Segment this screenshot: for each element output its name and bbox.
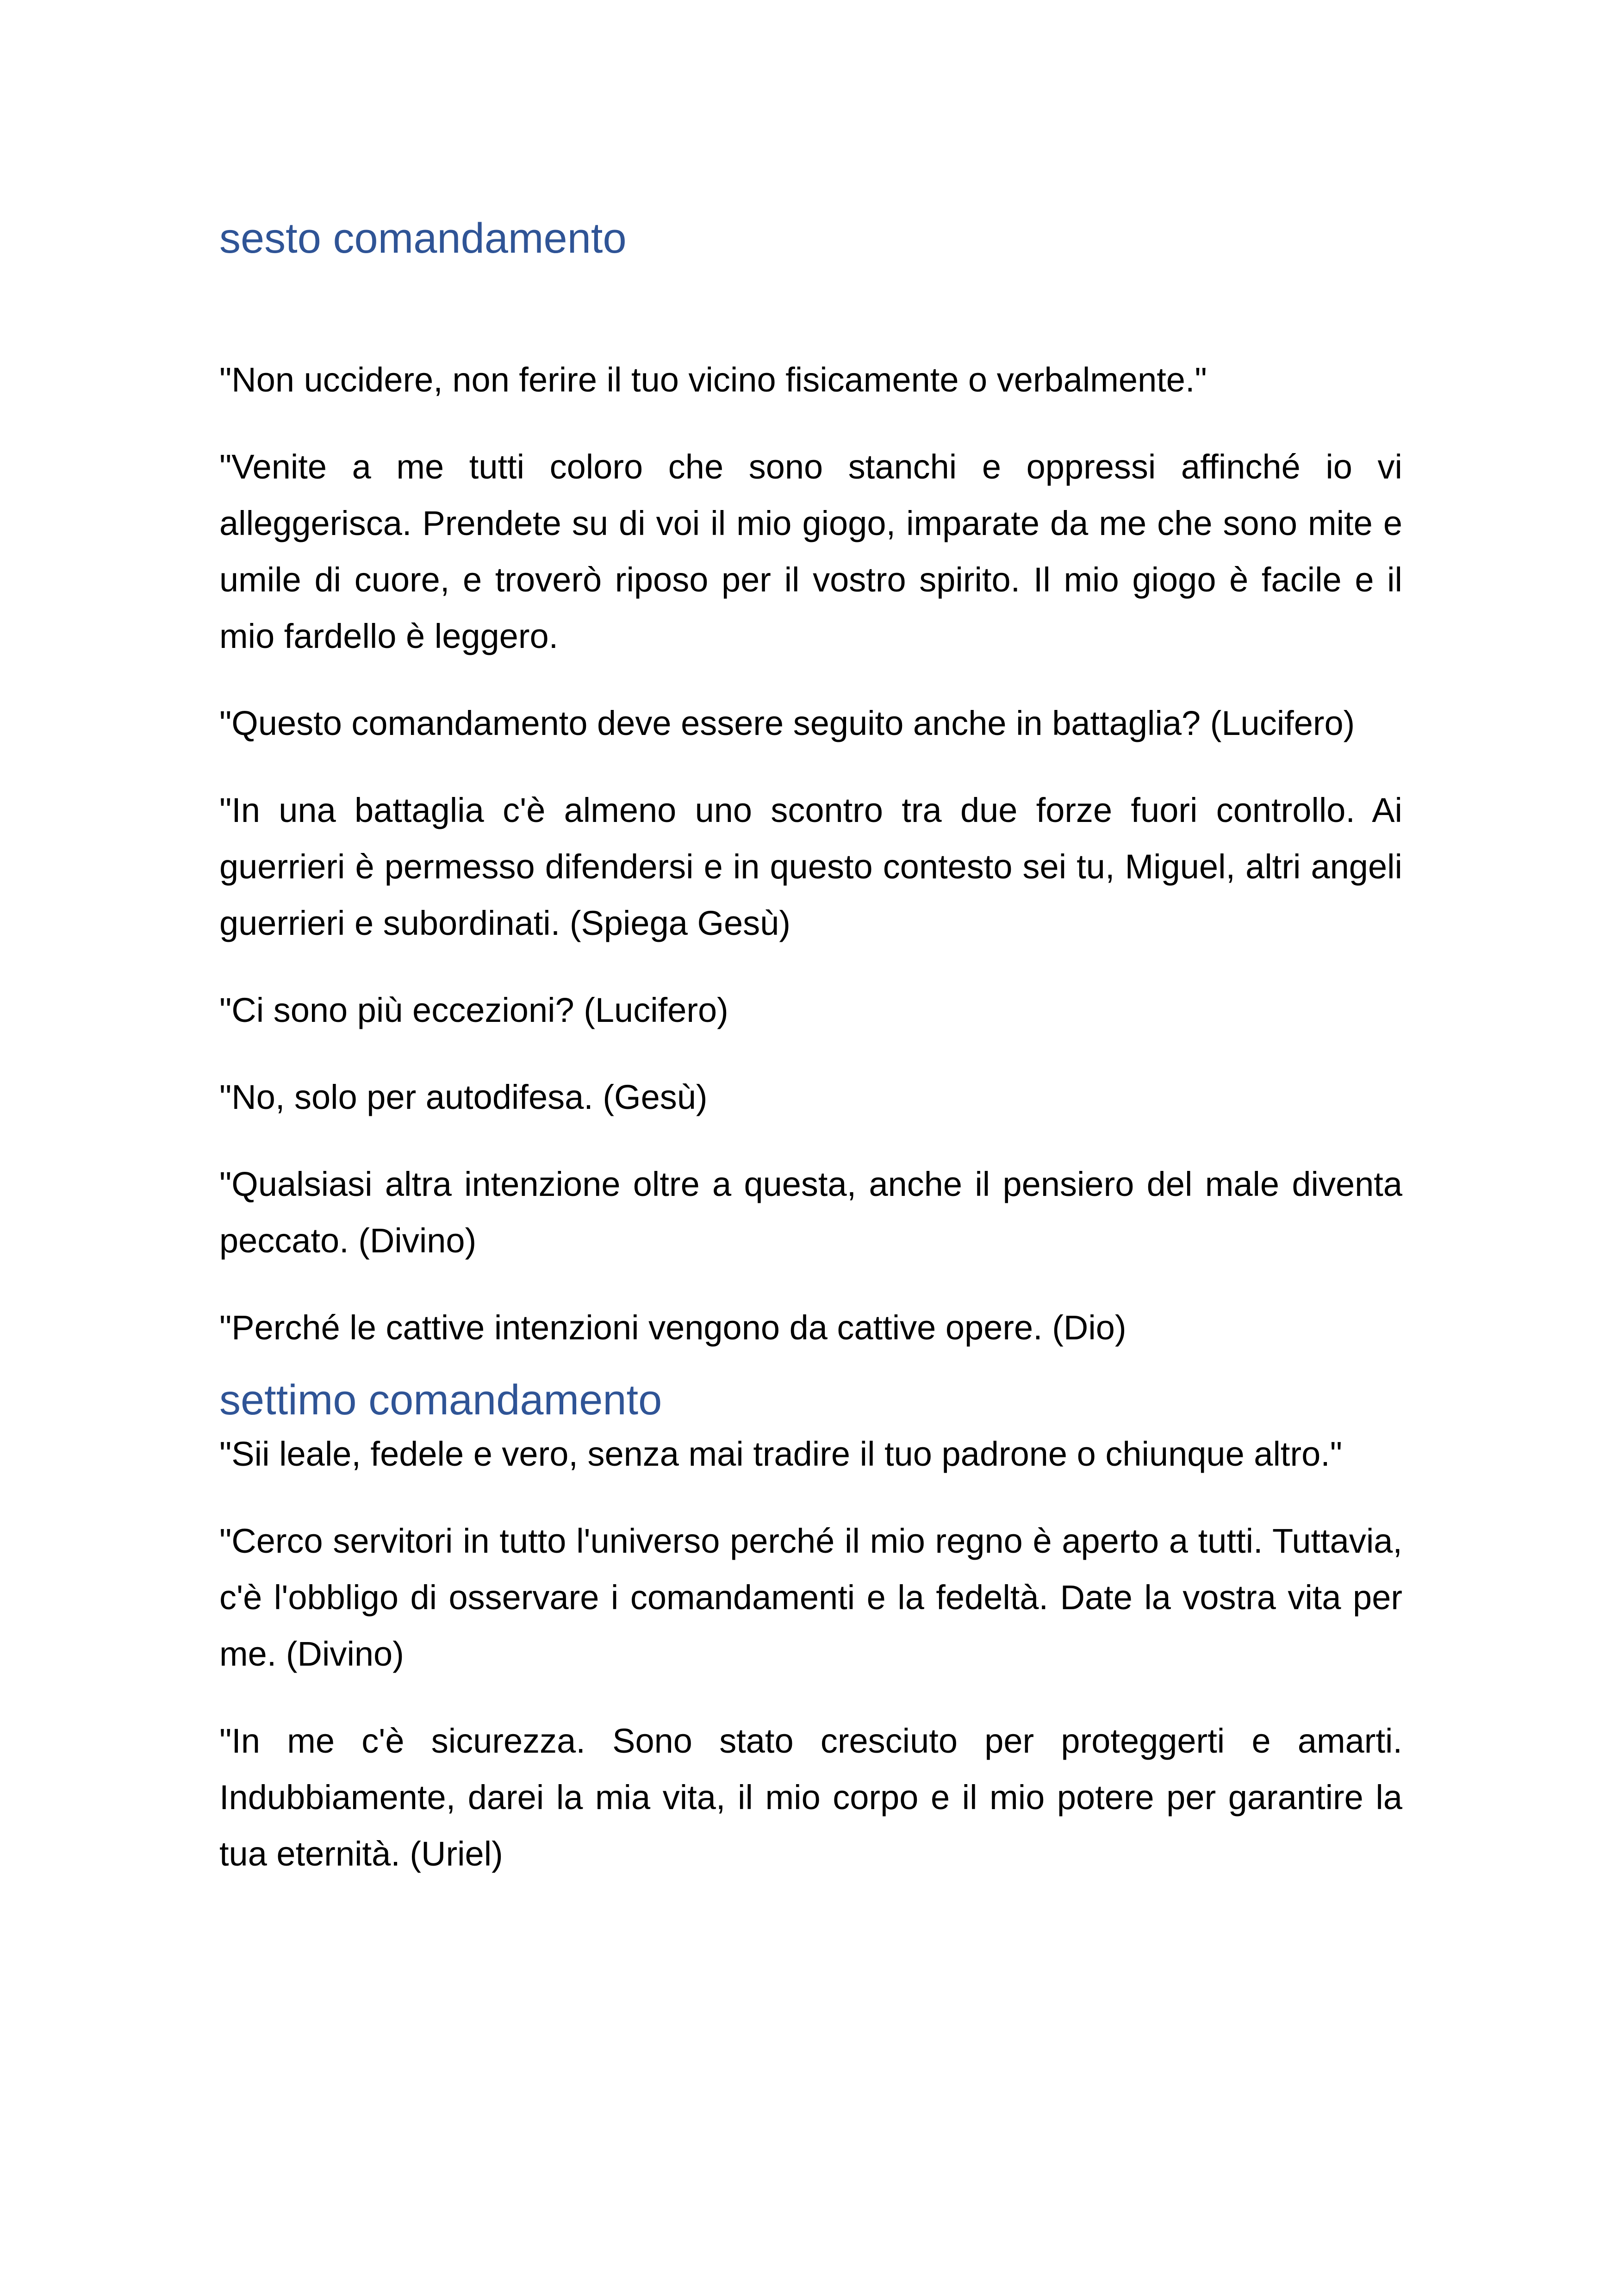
paragraph: "Non uccidere, non ferire il tuo vicino fisicamente o verbalmente."	[219, 361, 1207, 399]
paragraph: "In una battaglia c'è almeno uno scontro tra due forze fuori controllo. Ai guerrieri è permesso difendersi e in questo contesto sei tu, Miguel, altri angeli guerrieri e subordinati. (Spiega Gesù)	[219, 791, 1402, 943]
paragraph: "Venite a me tutti coloro che sono stanchi e oppressi affinché io vi alleggerisca. Prendete su di voi il mio giogo, imparate da me che sono mite e umile di cuore, e troverò riposo per il vostro spirito. Il mio giogo è facile e il mio fardello è leggero.	[219, 448, 1402, 656]
paragraph: "Sii leale, fedele e vero, senza mai tradire il tuo padrone o chiunque altro."	[219, 1434, 1343, 1473]
paragraph: "Ci sono più eccezioni? (Lucifero)	[219, 991, 728, 1030]
section-heading-sesto: sesto comandamento	[219, 215, 627, 262]
paragraph: "Qualsiasi altra intenzione oltre a questa, anche il pensiero del male diventa peccato. (Divino)	[219, 1165, 1402, 1260]
section-heading-settimo: settimo comandamento	[219, 1376, 662, 1424]
page-content	[219, 213, 1402, 1882]
paragraph: "Cerco servitori in tutto l'universo perché il mio regno è aperto a tutti. Tuttavia, c'è l'obbligo di osservare i comandamenti e la fedeltà. Date la vostra vita per me. (Divino)	[219, 1521, 1402, 1673]
paragraph: "In me c'è sicurezza. Sono stato cresciuto per proteggerti e amarti. Indubbiamente, darei la mia vita, il mio corpo e il mio potere per garantire la tua eternità. (Uriel)	[219, 1721, 1402, 1873]
paragraph: "Questo comandamento deve essere seguito anche in battaglia? (Lucifero)	[219, 704, 1355, 743]
paragraph: "No, solo per autodifesa. (Gesù)	[219, 1078, 708, 1117]
paragraph: "Perché le cattive intenzioni vengono da cattive opere. (Dio)	[219, 1308, 1126, 1347]
